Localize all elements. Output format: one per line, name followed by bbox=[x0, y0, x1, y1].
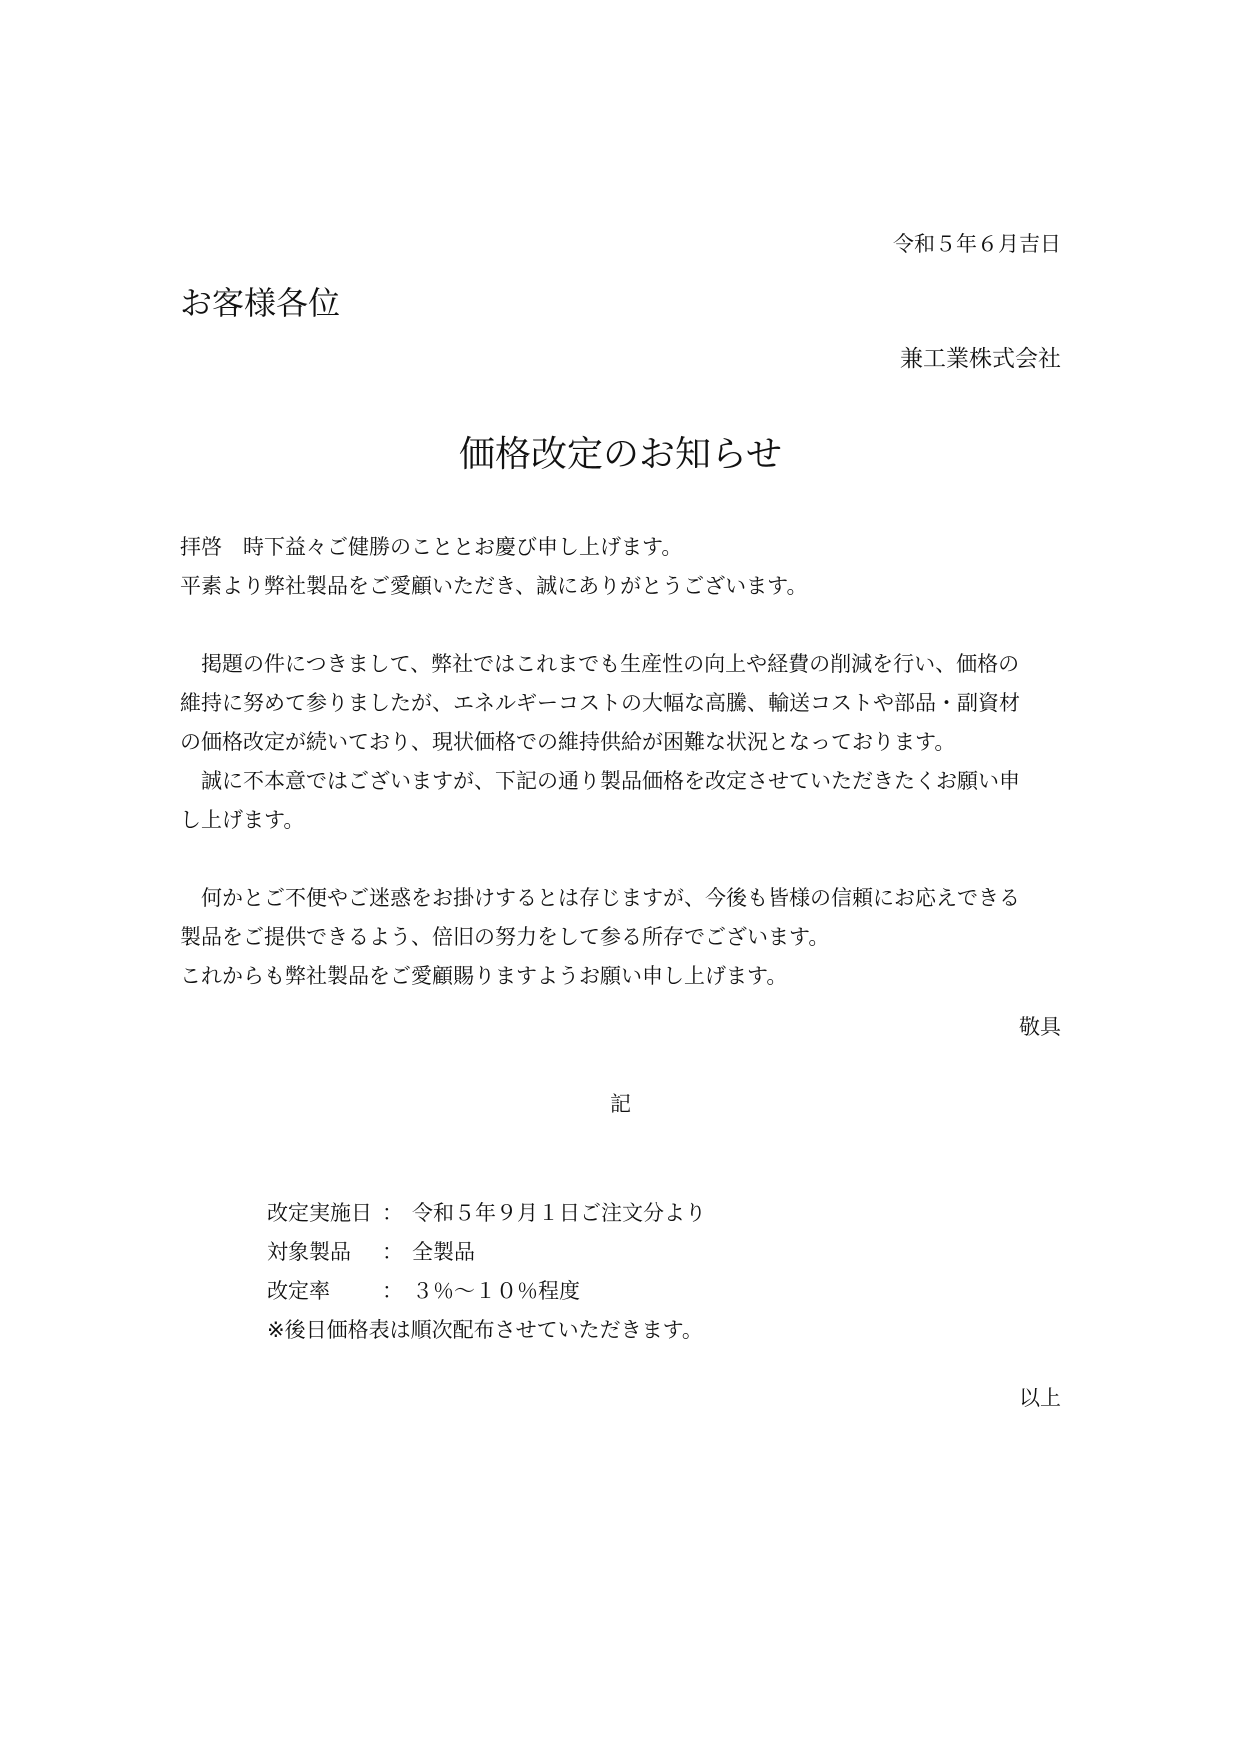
sender-company: 兼工業株式会社 bbox=[900, 346, 1061, 372]
document-title: 価格改定のお知らせ bbox=[459, 434, 782, 475]
body-line: 掲題の件につきまして、弊社ではこれまでも生産性の向上や経費の削減を行い、価格の bbox=[201, 652, 1020, 676]
body-line: 何かとご不便やご迷惑をお掛けするとは存じますが、今後も皆様の信頼にお応えできる bbox=[201, 886, 1020, 910]
greeting-line: 平素より弊社製品をご愛顧いただき、誠にありがとうございます。 bbox=[180, 574, 808, 598]
detail-row bbox=[267, 1194, 706, 1233]
detail-value: ３％～１０％程度 bbox=[412, 1279, 580, 1303]
recipient: お客様各位 bbox=[180, 284, 341, 322]
detail-separator: ： bbox=[382, 1279, 403, 1303]
body-line: 誠に不本意ではございますが、下記の通り製品価格を改定させていただきたくお願い申 bbox=[201, 769, 1020, 793]
detail-label: 改定率 bbox=[267, 1279, 330, 1303]
detail-note: ※後日価格表は順次配布させていただきます。 bbox=[267, 1318, 703, 1342]
greeting-line: 拝啓 時下益々ご健勝のこととお慶び申し上げます。 bbox=[180, 535, 683, 559]
body-line: の価格改定が続いており、現状価格での維持供給が困難な状況となっております。 bbox=[180, 730, 956, 754]
end-ijo: 以上 bbox=[1019, 1386, 1061, 1410]
detail-separator: ： bbox=[382, 1240, 403, 1264]
paragraph-gap bbox=[180, 606, 1070, 645]
ki-heading: 記 bbox=[610, 1092, 631, 1116]
detail-label: 対象製品 bbox=[267, 1240, 351, 1264]
paragraph-gap bbox=[180, 840, 1070, 879]
details-list bbox=[267, 1194, 706, 1350]
detail-row bbox=[267, 1272, 706, 1311]
letter-date: 令和５年６月吉日 bbox=[893, 232, 1061, 256]
detail-separator: ： bbox=[382, 1201, 403, 1225]
body-line: 維持に努めて参りましたが、エネルギーコストの大幅な高騰、輸送コストや部品・副資材 bbox=[180, 691, 1020, 715]
detail-value: 全製品 bbox=[412, 1240, 475, 1264]
detail-value: 令和５年９月１日ご注文分より bbox=[412, 1201, 706, 1225]
detail-row bbox=[267, 1233, 706, 1272]
body-line: これからも弊社製品をご愛顧賜りますようお願い申し上げます。 bbox=[180, 964, 788, 988]
letter-body bbox=[180, 528, 1070, 996]
detail-label: 改定実施日 bbox=[267, 1201, 372, 1225]
closing-keigu: 敬具 bbox=[1019, 1015, 1061, 1039]
body-line: し上げます。 bbox=[180, 808, 305, 832]
body-line: 製品をご提供できるよう、倍旧の努力をして参る所存でございます。 bbox=[180, 925, 830, 949]
